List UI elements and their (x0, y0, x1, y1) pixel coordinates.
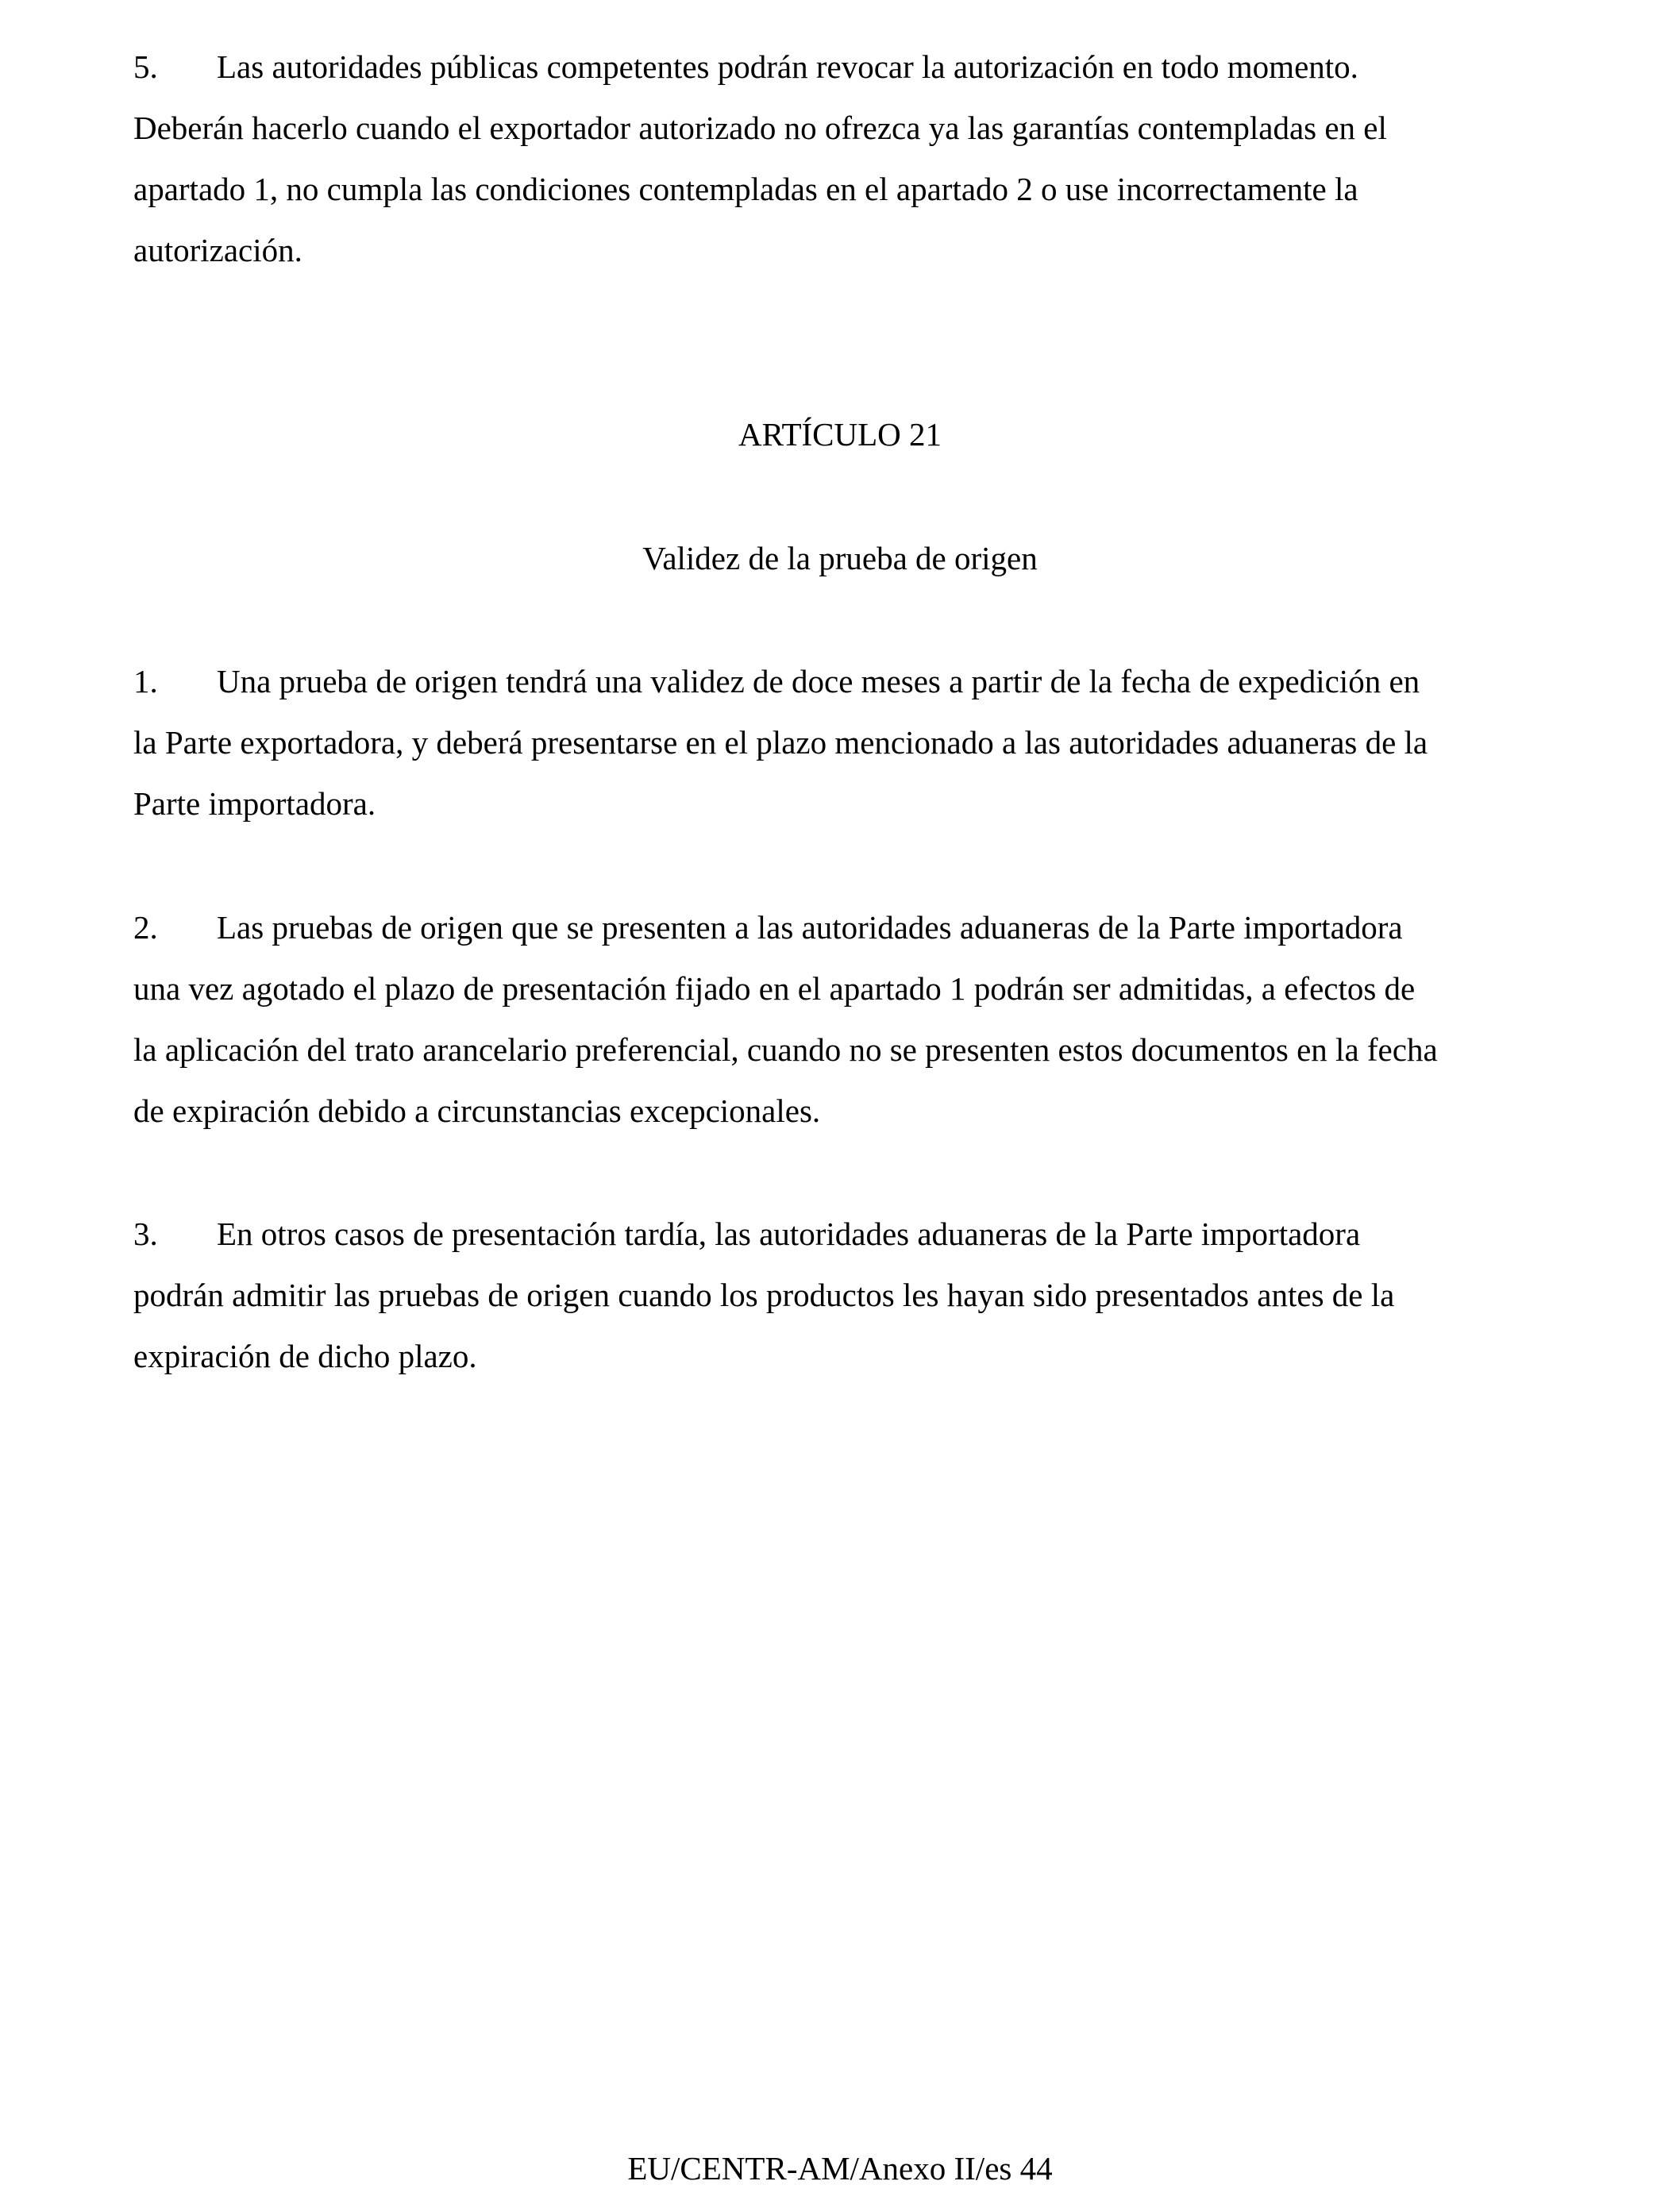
paragraph-1 (133, 651, 1570, 834)
paragraph-5-line-1: 5. Las autoridades públicas competentes podrán revocar la autorización en todo momento. (133, 37, 1570, 98)
paragraph-5-number: 5. (133, 48, 158, 85)
paragraph-1-line-1: 1. Una prueba de origen tendrá una validez de doce meses a partir de la fecha de expedición en (133, 651, 1570, 712)
paragraph-3-line-3: expiración de dicho plazo. (133, 1338, 477, 1374)
paragraph-1-number: 1. (133, 663, 158, 699)
paragraph-2-line-1: 2. Las pruebas de origen que se presenten a las autoridades aduaneras de la Parte importadora (133, 897, 1570, 958)
paragraph-2-number: 2. (133, 909, 158, 946)
paragraph-3 (133, 1204, 1570, 1387)
footer-reference: EU/CENTR-AM/Anexo II/es 44 (627, 2150, 1053, 2187)
article-heading: ARTÍCULO 21 (738, 416, 942, 453)
paragraph-3-line-1: 3. En otros casos de presentación tardía, las autoridades aduaneras de la Parte importadora (133, 1204, 1570, 1265)
paragraph-2-line-4: de expiración debido a circunstancias excepcionales. (133, 1092, 821, 1129)
paragraph-5-line-2: Deberán hacerlo cuando el exportador autorizado no ofrezca ya las garantías contempladas en el (133, 110, 1387, 146)
paragraph-2-line-3: la aplicación del trato arancelario preferencial, cuando no se presenten estos documentos en la fecha (133, 1031, 1438, 1068)
paragraph-3-line-2: podrán admitir las pruebas de origen cuando los productos les hayan sido presentados antes de la (133, 1277, 1395, 1313)
article-title: Validez de la prueba de origen (642, 540, 1038, 576)
paragraph-1-line-2: la Parte exportadora, y deberá presentarse en el plazo mencionado a las autoridades aduaneras de la (133, 724, 1428, 761)
paragraph-5-line-4: autorización. (133, 232, 302, 268)
paragraph-2 (133, 897, 1570, 1142)
paragraph-2-line-2: una vez agotado el plazo de presentación fijado en el apartado 1 podrán ser admitidas, a efectos de (133, 970, 1416, 1007)
paragraph-5 (133, 37, 1570, 281)
paragraph-5-line-3: apartado 1, no cumpla las condiciones contempladas en el apartado 2 o use incorrectamente la (133, 171, 1358, 207)
paragraph-3-number: 3. (133, 1216, 158, 1252)
paragraph-1-line-3: Parte importadora. (133, 785, 376, 822)
